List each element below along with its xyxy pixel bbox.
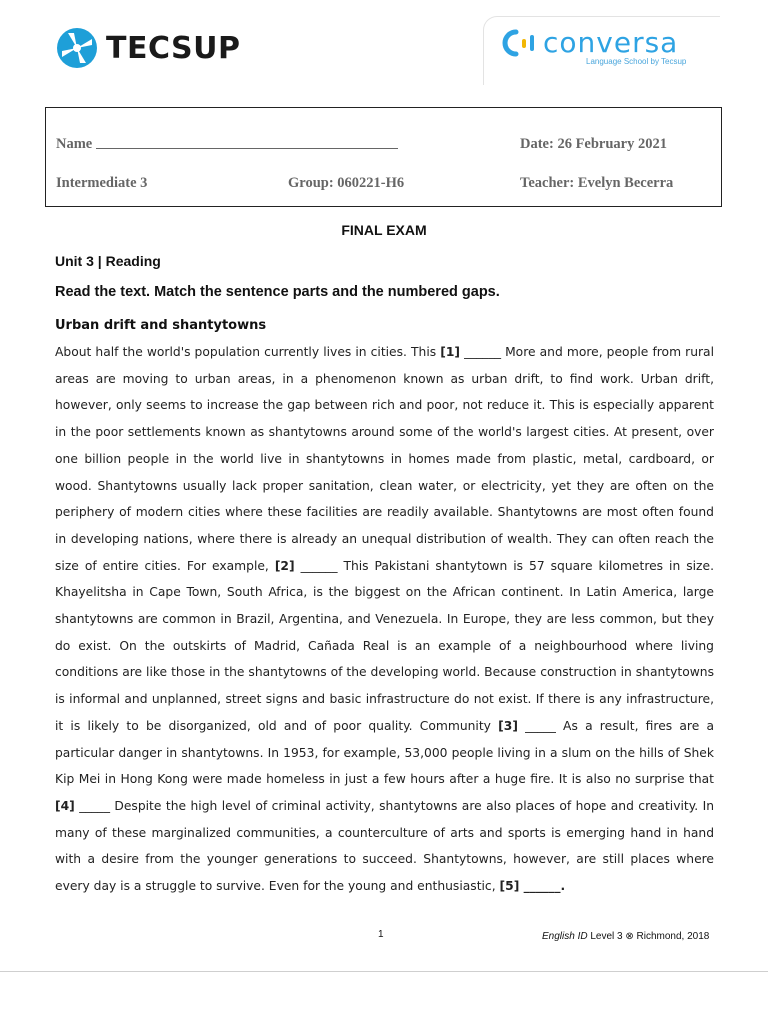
page-number: 1 [378, 929, 384, 940]
teacher-label: Teacher: Evelyn Becerra [520, 175, 674, 191]
text-segment: _____ Despite the high level of criminal activity, shantytowns are also places of hope and creativity. In many of these marginalized communities, a counterculture of arts and sports is emerging hand in hand with a desire from the younger generations to succeed. Shantytowns, however, are still places where every day is a struggle to survive. Even for the young and enthusiastic, [55, 798, 714, 894]
name-label: Name [56, 136, 93, 152]
gap-2-marker: [2] [274, 558, 295, 573]
instructions: Read the text. Match the sentence parts and the numbered gaps. [55, 284, 500, 300]
gap-1-marker: [1] [440, 345, 461, 359]
tecsup-logo-text: TECSUP [106, 30, 241, 66]
conversa-emblem-icon [500, 26, 540, 60]
footer-credit-rest: Level 3 ⊗ Richmond, 2018 [587, 931, 710, 942]
footer-credit [542, 931, 709, 942]
reading-text [55, 339, 714, 900]
conversa-logo-text: conversa [543, 26, 679, 59]
name-field [56, 136, 92, 153]
page-bottom-divider [0, 971, 768, 972]
name-blank-line [96, 136, 398, 149]
text-segment: About half the world's population currently lives in cities. This [55, 345, 441, 359]
gap-4-marker: [4] [55, 798, 75, 813]
conversa-tagline: Language School by Tecsup [586, 57, 687, 66]
exam-title: FINAL EXAM [341, 222, 427, 238]
group-label: Group: 060221-H6 [288, 175, 405, 191]
text-segment: ______ More and more, people from rural areas are moving to urban areas, in a phenomenon known as urban drift, to find work. Urban drift, however, only seems to increase the gap between rich and poor, not reduce it. This is especially apparent in the poor settlements known as shantytowns around some of the world's largest cities. At present, over one billion people in the world live in shantytowns in homes made from plastic, metal, cardboard, or wood. Shantytowns usually lack proper sanitation, clean water, or electricity, yet they are often on the periphery of modern cities where these facilities are readily available. Shantytowns are most often found in developing nations, where there is already an unequal distribution of wealth. They can often reach the size of entire cities. For example, [55, 345, 714, 573]
conversa-logo [500, 26, 687, 66]
date-label: Date: 26 February 2021 [520, 136, 667, 152]
gap-5-marker: [5] ______. [499, 879, 566, 894]
tecsup-emblem-icon [54, 25, 100, 71]
gap-3-marker: [3] [498, 718, 518, 733]
text-segment: ______ This Pakistani shantytown is 57 square kilometres in size. Khayelitsha in Cape Town, South Africa, is the biggest on the African continent. In Latin America, large shantytowns are common in Brazil, Argentina, and Venezuela. In Europe, they are less common, but they do exist. On the outskirts of Madrid, Cañada Real is an example of a neighbourhood where living conditions are like those in the shantytowns of the developing world. Because construction in shantytowns is informal and unplanned, street signs and basic infrastructure do not exist. If there is any infrastructure, it is likely to be disorganized, old and of poor quality. Community [55, 558, 714, 733]
student-info-box [45, 107, 722, 207]
level-label: Intermediate 3 [56, 175, 148, 191]
reading-title: Urban drift and shantytowns [55, 318, 267, 333]
text-segment: _____ As a result, fires are a particular danger in shantytowns. In 1953, for example, 53,000 people living in a slum on the hills of Shek Kip Mei in Hong Kong were made homeless in just a few hours after a huge fire. It is also no surprise that [55, 718, 714, 787]
unit-heading: Unit 3 | Reading [55, 253, 161, 269]
footer-book-title: English ID [542, 931, 588, 942]
tecsup-logo [54, 26, 240, 70]
